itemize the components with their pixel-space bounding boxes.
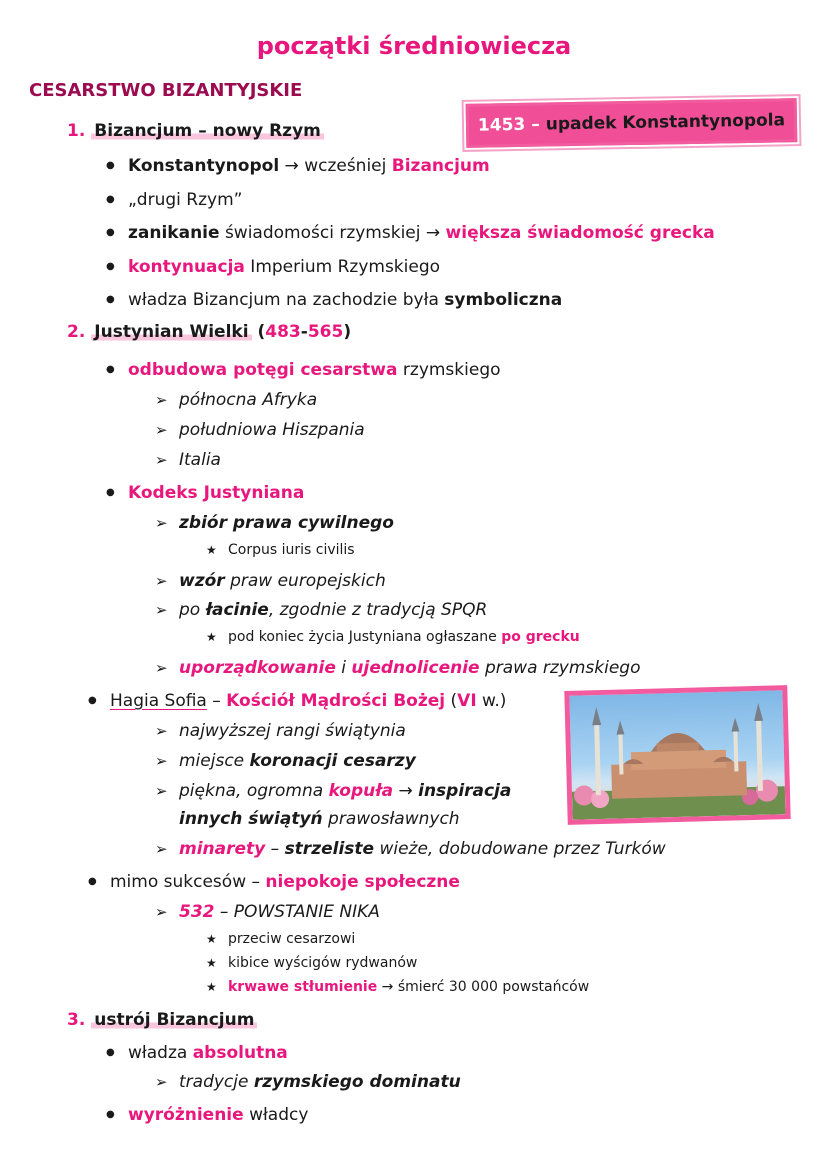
text: miejsce [179,751,250,771]
term-pink: VI [457,691,477,711]
term: zanikanie [128,223,220,243]
term-pink: Bizancjum [391,156,490,176]
heading-1-title: Bizancjum – nowy Rzym [91,121,324,141]
text: prawosławnych [322,809,460,829]
text: – POWSTANIE NIKA [214,902,380,922]
text: , zgodnie z tradycją SPQR [268,600,488,620]
term-pink: 532 [179,902,215,922]
heading-2 [67,321,351,343]
term-pink: wyróżnienie [128,1105,244,1125]
text: władza [128,1043,193,1063]
term-pink: uporządkowanie [179,658,336,678]
term: innych świątyń [179,809,323,829]
term: wzór [179,571,225,591]
star-item [206,976,589,998]
sub-item: ➢ Italia [155,449,221,471]
text: tradycje [179,1072,254,1092]
sub-item: ➢ najwyższej rangi świątynia [155,720,406,742]
text: → wcześniej [279,156,392,176]
sub-item [155,838,666,860]
text: „drugi Rzym” [128,190,243,210]
text: ) [343,322,352,342]
term-pink: niepokoje społeczne [265,872,460,892]
term: Konstantynopol [128,156,280,176]
text: ( [445,691,458,711]
sub-item: ➢ północna Afryka [155,389,317,411]
heading-3 [67,1009,257,1031]
term-pink: minarety [179,839,266,859]
sub-item [155,657,641,679]
year: 483 [265,322,301,342]
heading-1-number: 1. [67,121,86,141]
term-pink: Kodeks Justyniana [128,483,305,503]
text: → [393,781,419,801]
term-pink: ujednolicenie [351,658,480,678]
sub-item-continuation [179,808,460,830]
sub-item: ➢ zbiór prawa cywilnego [155,512,394,534]
text: Imperium Rzymskiego [244,257,441,277]
heading-3-title: ustrój Bizancjum [91,1010,257,1030]
heading-1 [67,120,324,142]
text: → śmierć 30 000 powstańców [377,979,590,995]
heading-2-title: Justynian Wielki [91,322,251,342]
sub-item [155,780,511,802]
term: rzymskiego dominatu [253,1072,461,1092]
callout-box [466,98,798,148]
list-item [106,222,715,244]
text: praw europejskich [224,571,386,591]
term-pink: kopuła [328,781,394,801]
star-item: ★ Corpus iuris civilis [206,539,355,561]
text: wieże, dobudowane przez Turków [374,839,666,859]
callout-text: upadek Konstantynopola [545,110,786,135]
text: mimo sukcesów – [110,872,266,892]
text: – [265,839,285,859]
list-item [106,256,440,278]
text: władza Bizancjum na zachodzie była [128,290,445,310]
text: i [335,658,352,678]
star-item [206,626,580,648]
sub-item [155,750,416,772]
hagia-sophia-photo [564,685,790,825]
list-item [106,359,501,381]
year: 565 [307,322,344,342]
text: świadomości rzymskiej → [219,223,446,243]
term: łacinie [205,600,269,620]
sub-item [155,570,386,592]
list-item [88,871,460,893]
term-pink: kontynuacja [128,257,245,277]
callout-dash: – [531,114,540,135]
text: po [179,600,206,620]
sub-item: ➢ południowa Hiszpania [155,419,365,441]
star-item: ★ kibice wyścigów rydwanów [206,952,417,974]
term-pink: odbudowa potęgi cesarstwa [128,360,398,380]
callout-year: 1453 [477,114,526,136]
list-item [106,155,490,177]
sub-item [155,599,487,621]
list-item [88,690,506,712]
text: prawa rzymskiego [479,658,641,678]
text: rzymskiego [397,360,501,380]
text: władcy [243,1105,309,1125]
list-item [106,189,242,211]
star-item: ★ przeciw cesarzowi [206,928,355,950]
underlined-term: Hagia Sofia [110,691,207,711]
list-item [106,289,562,311]
term-pink: po grecku [501,629,580,645]
term-pink: absolutna [192,1043,288,1063]
list-item [106,1042,288,1064]
term: strzeliste [284,839,375,859]
term: koronacji cesarzy [249,751,416,771]
term: symboliczna [444,290,563,310]
list-item [106,1104,308,1126]
text: – [206,691,227,711]
term-pink: Kościół Mądrości Bożej [226,691,446,711]
text: ( [251,322,266,342]
page-title: początki średniowiecza [256,32,572,60]
heading-3-number: 3. [67,1010,86,1030]
section-heading: CESARSTWO BIZANTYJSKIE [29,80,303,101]
text: - [300,322,308,342]
sub-item [155,901,380,923]
list-item [106,482,304,504]
text: piękna, ogromna [179,781,329,801]
term-pink: krwawe stłumienie [228,979,378,995]
term-pink: większa świadomość grecka [445,223,715,243]
sub-item [155,1071,461,1093]
term: inspiracja [418,781,512,801]
heading-2-number: 2. [67,322,86,342]
text: w.) [476,691,507,711]
text: pod koniec życia Justyniana ogłaszane [228,629,502,645]
